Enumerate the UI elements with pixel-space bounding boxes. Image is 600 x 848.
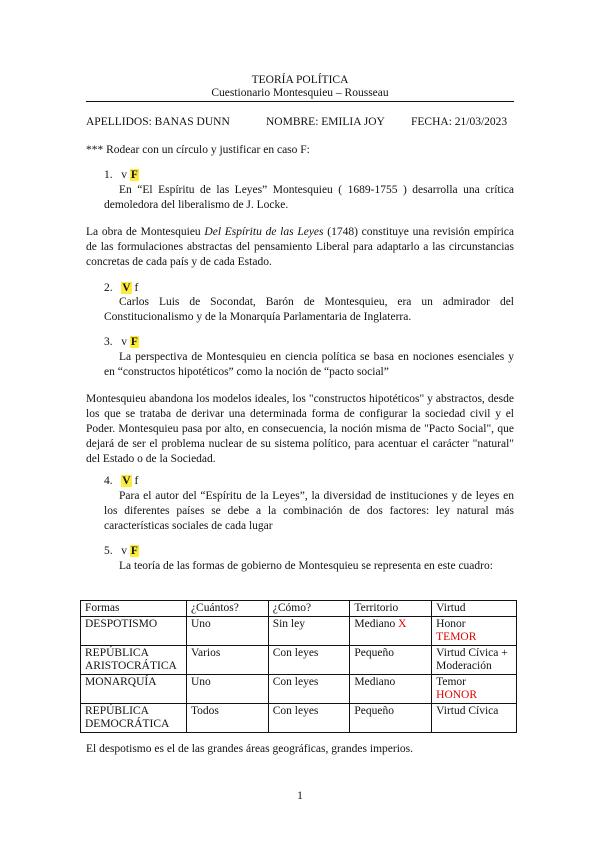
false-option-selected: F	[130, 169, 138, 181]
table-cell: Varios	[186, 646, 268, 675]
table-row	[81, 646, 517, 675]
question-1-text: En “El Espíritu de las Leyes” Montesquieu ( 1689-1755 ) desarrolla una crítica demoledora del liberalismo de J. Locke.	[104, 184, 514, 211]
table-cell: Honor TEMOR	[432, 617, 517, 646]
table-cell: Virtud Cívica + Moderación	[432, 646, 517, 675]
instruction: *** Rodear con un círculo y justificar en caso F:	[86, 144, 310, 156]
question-2-text: Carlos Luis de Socondat, Barón de Montesquieu, era un admirador del Constitucionalismo y de la Monarquía Parlamentaria de Inglaterra.	[104, 296, 514, 323]
question-3-text: La perspectiva de Montesquieu en ciencia política se basa en nociones esenciales y en “constructos hipotéticos” como la noción de “pacto social”	[104, 351, 514, 378]
table-cell: Virtud Cívica	[432, 704, 517, 733]
table-cell: Pequeño	[350, 646, 432, 675]
table-header-row	[81, 601, 517, 617]
true-option-selected: V	[122, 282, 131, 294]
question-number: 1.	[104, 169, 113, 181]
table-header: ¿Cuántos?	[186, 601, 268, 617]
false-option: f	[134, 475, 139, 487]
table-row	[81, 704, 517, 733]
table-header: Virtud	[432, 601, 517, 617]
table-header: Formas	[81, 601, 187, 617]
question-number: 2.	[104, 282, 113, 294]
table-cell: Mediano	[350, 675, 432, 704]
table-row	[81, 675, 517, 704]
question-5-marker	[104, 545, 139, 557]
false-option: f	[134, 282, 139, 294]
book-title: Del Espíritu de las Leyes	[204, 226, 324, 238]
table-cell: REPÚBLICA DEMOCRÁTICA	[81, 704, 187, 733]
correction-mark: X	[398, 618, 407, 630]
surname-field: APELLIDOS: BANAS DUNN	[86, 116, 230, 128]
question-2-marker	[104, 282, 138, 294]
name-field: NOMBRE: EMILIA JOY	[266, 116, 385, 128]
page-number: 1	[297, 790, 303, 802]
false-option-selected: F	[130, 336, 138, 348]
question-1-justification: La obra de Montesquieu Del Espíritu de las Leyes (1748) constituye una revisión empírica de las formulaciones abstractas del pensamiento Liberal para adaptarlo a las circunstancias concretas de cada país y de cada Estado.	[86, 226, 514, 268]
question-4-text: Para el autor del “Espíritu de la Leyes”, la diversidad de instituciones y de leyes en los diferentes países se debe a la combinación de dos factores: ley natural más características sociales de cada lugar	[104, 490, 514, 532]
table-cell: Uno	[186, 675, 268, 704]
table-row	[81, 617, 517, 646]
true-option: v	[121, 336, 127, 348]
question-number: 3.	[104, 336, 113, 348]
forms-of-government-table	[80, 600, 517, 733]
table-header: ¿Cómo?	[268, 601, 350, 617]
question-3-marker	[104, 336, 139, 348]
table-cell: Mediano X	[350, 617, 432, 646]
document-title: TEORÍA POLÍTICA	[251, 74, 349, 86]
true-option: v	[121, 545, 127, 557]
table-cell: REPÚBLICA ARISTOCRÁTICA	[81, 646, 187, 675]
table-cell: Pequeño	[350, 704, 432, 733]
question-3-justification: Montesquieu abandona los modelos ideales, los "constructos hipotéticos" y abstractos, desde los que se trataba de derivar una determinada forma de configurar la sociedad civil y el Poder. Montesquieu pasa por alto, en consecuencia, la noción misma de "Pacto Social", que dejará de ser el problema nuclear de su sistema político, para acentuar el carácter "natural" del Estado o de la Sociedad.	[86, 393, 514, 465]
question-number: 4.	[104, 475, 113, 487]
correction-text: HONOR	[436, 689, 478, 701]
table-cell: Con leyes	[268, 646, 350, 675]
date-field: FECHA: 21/03/2023	[411, 116, 508, 128]
correction-text: TEMOR	[436, 631, 477, 643]
table-cell: Todos	[186, 704, 268, 733]
header-divider	[86, 101, 514, 102]
true-option-selected: V	[122, 475, 131, 487]
table-header: Territorio	[350, 601, 432, 617]
table-cell: DESPOTISMO	[81, 617, 187, 646]
table-cell: MONARQUÍA	[81, 675, 187, 704]
question-1-marker	[104, 169, 139, 181]
closing-statement: El despotismo es el de las grandes áreas geográficas, grandes imperios.	[86, 743, 414, 755]
false-option-selected: F	[130, 545, 138, 557]
table-cell: Sin ley	[268, 617, 350, 646]
table-cell: Temor HONOR	[432, 675, 517, 704]
document-subtitle: Cuestionario Montesquieu – Rousseau	[211, 87, 389, 99]
table-cell: Con leyes	[268, 675, 350, 704]
question-5-text: La teoría de las formas de gobierno de Montesquieu se representa en este cuadro:	[119, 560, 493, 572]
question-number: 5.	[104, 545, 113, 557]
question-4-marker	[104, 475, 138, 487]
true-option: v	[121, 169, 127, 181]
table-cell: Con leyes	[268, 704, 350, 733]
table-cell: Uno	[186, 617, 268, 646]
